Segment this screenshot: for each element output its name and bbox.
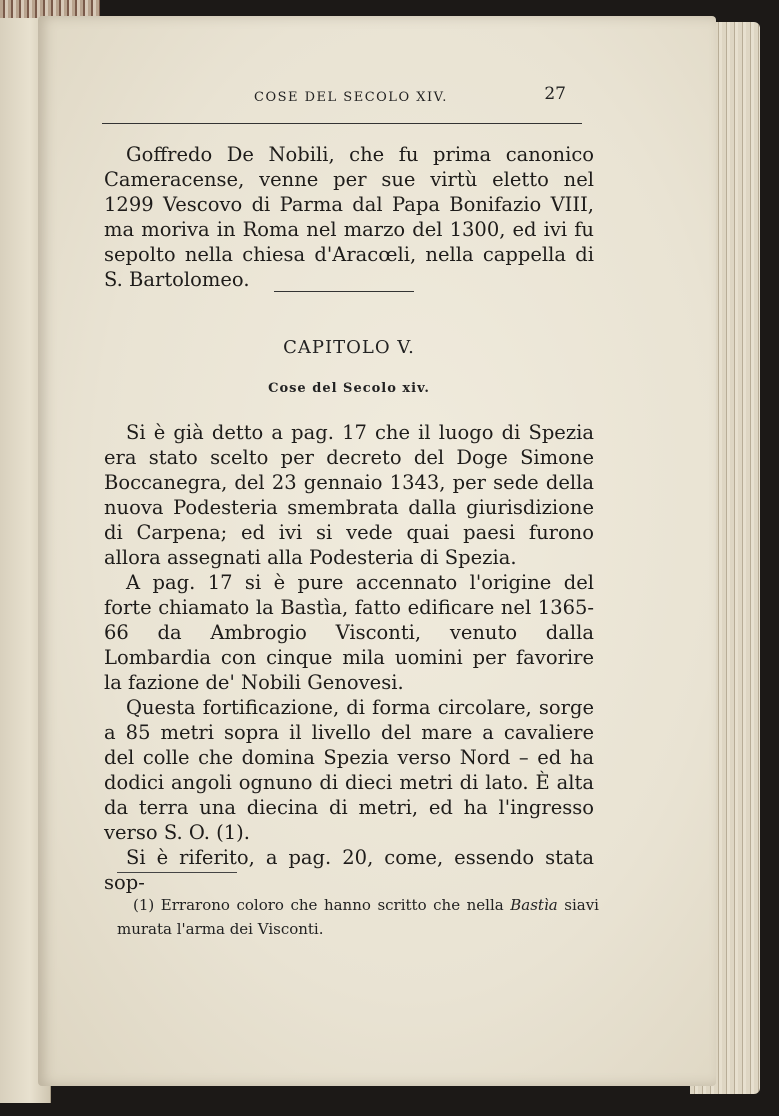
footnote-text-end: siavi murata l'arma dei Visconti. [117, 896, 599, 938]
running-head [104, 84, 594, 114]
paragraph: Si è già detto a pag. 17 che il luogo di Spezia era stato scelto per decreto del Doge Simone Boccanegra, del 23 gennaio 1343, per sede della nuova Podesteria smembrata dalla giurisdizione di Carpena; ed ivi si vede quai paesi furono allora assegnati alla Podesteria di Spezia. [104, 421, 594, 569]
footnote-text [117, 893, 599, 941]
section-divider [274, 291, 414, 292]
running-title: COSE DEL SECOLO XIV. [254, 90, 448, 105]
footnote [117, 893, 599, 941]
page-number: 27 [544, 84, 566, 104]
paragraph: A pag. 17 si è pure accennato l'origine del forte chiamato la Bastìa, fatto edificare nel 1365-66 da Ambrogio Visconti, venuto dalla Lombardia con cinque mila uomini per favorire la fazione de' Nobili Genovesi. [104, 571, 594, 694]
footnote-italic-term: Bastìa [510, 896, 558, 914]
intro-paragraph: Goffredo De Nobili, che fu prima canonico Cameracense, venne per sue virtù eletto nel 1299 Vescovo di Parma dal Papa Bonifazio VIII, ma moriva in Roma nel marzo del 1300, ed ivi fu sepolto nella chiesa d'Aracœli, nella cappella di S. Bartolomeo. [104, 143, 594, 291]
chapter-subtitle: Cose del Secolo xiv. [268, 381, 430, 396]
paragraph: Questa fortificazione, di forma circolare, sorge a 85 metri sopra il livello del mare a cavaliere del colle che domina Spezia verso Nord – ed ha dodici angoli ognuno di dieci metri di lato. È alta da terra una diecina di metri, ed ha l'ingresso verso S. O. (1). [104, 696, 594, 844]
intro-paragraph-block [104, 142, 594, 292]
chapter-body [104, 420, 594, 895]
paragraph: Si è riferito, a pag. 20, come, essendo stata sop- [104, 846, 594, 894]
footnote-text-start: (1) Errarono coloro che hanno scritto che nella [133, 896, 504, 914]
header-rule [102, 123, 582, 124]
footnote-rule [117, 872, 237, 873]
chapter-title: CAPITOLO V. [283, 337, 415, 358]
